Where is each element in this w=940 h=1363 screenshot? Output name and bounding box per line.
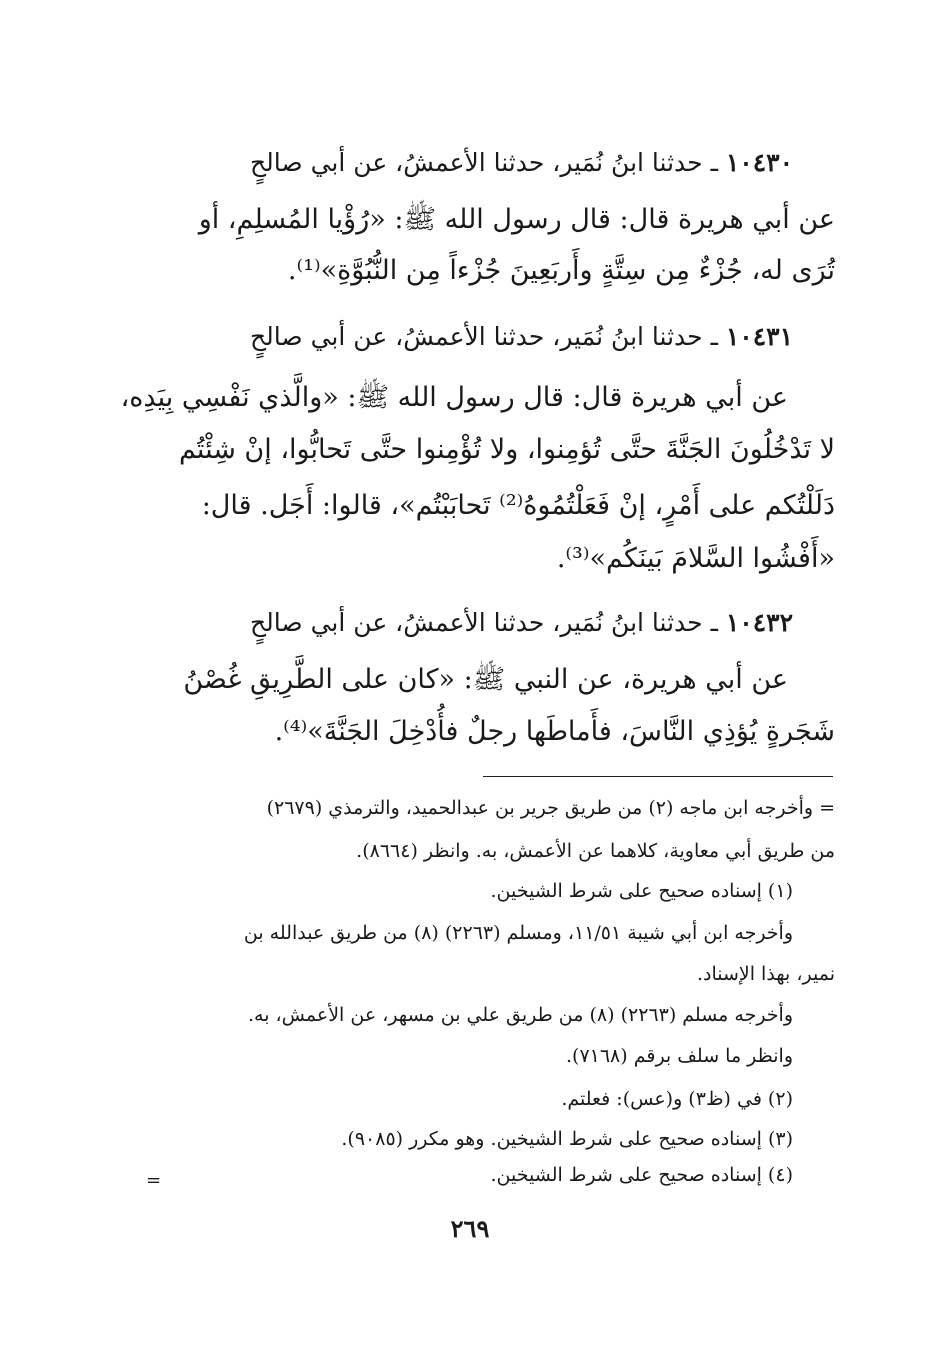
footnote-line: نمير، بهذا الإسناد. [696, 963, 835, 985]
hadith-text-line: عن أبي هريرة قال: قال رسول الله ﷺ: «والَّذي نَفْسِي بِيَدِه، [120, 382, 788, 413]
footnote-4: (٤) إسناده صحيح على شرط الشيخين. [490, 1164, 793, 1186]
continuation-mark: = [146, 1170, 162, 1191]
hadith-text-line: شَجَرةٍ يُؤذِي النَّاسَ، فأَماطَها رجلٌ فأُدْخِلَ الجَنَّةَ»⁽⁴⁾. [274, 716, 835, 747]
hadith-text-line: عن أبي هريرة قال: قال رسول الله ﷺ: «رُؤْيا المُسلِمِ، أو [198, 204, 835, 235]
hadith-number: ١٠٤٣١ [725, 322, 793, 351]
hadith-heading [250, 148, 793, 177]
hadith-number: ١٠٤٣٢ [725, 608, 793, 637]
footnote-line [267, 797, 835, 819]
hadith-isnad: ـ حدثنا ابنُ نُمَير، حدثنا الأعمشُ، عن أبي صالحٍ [250, 322, 718, 351]
footnote-line: وأخرجه ابن أبي شيبة ١١/٥١، ومسلم (٢٢٦٣) (٨) من طريق عبدالله بن [243, 922, 793, 944]
hadith-isnad: ـ حدثنا ابنُ نُمَير، حدثنا الأعمشُ، عن أبي صالحٍ [250, 608, 718, 637]
page-number: ٢٦٩ [450, 1214, 490, 1243]
footnote-separator [483, 776, 833, 777]
hadith-heading [250, 322, 793, 351]
hadith-text-line: دَلَلْتُكم على أَمْرٍ، إنْ فَعَلْتُمُوهُ⁽²⁾ تَحابَبْتُم»، قالوا: أَجَل. قال: [201, 490, 835, 521]
hadith-text-line: لا تَدْخُلُونَ الجَنَّةَ حتَّى تُؤمِنوا، ولا تُؤْمِنوا حتَّى تَحابُّوا، إنْ شِئْتُم [178, 434, 835, 465]
hadith-isnad: ـ حدثنا ابنُ نُمَير، حدثنا الأعمشُ، عن أبي صالحٍ [250, 148, 718, 177]
hadith-text-line: تُرَى له، جُزْءٌ مِن سِتَّةٍ وأَربَعِينَ جُزْءاً مِن النُّبُوَّةِ»⁽¹⁾. [287, 255, 835, 286]
footnote-1: (١) إسناده صحيح على شرط الشيخين. [490, 880, 793, 902]
footnote-line: من طريق أبي معاوية، كلاهما عن الأعمش، به. وانظر (٨٦٦٤). [356, 840, 835, 862]
hadith-number: ١٠٤٣٠ [725, 148, 793, 177]
footnote-line: وأخرجه مسلم (٢٢٦٣) (٨) من طريق علي بن مسهر، عن الأعمش، به. [247, 1004, 793, 1026]
hadith-heading [250, 608, 793, 637]
footnote-3: (٣) إسناده صحيح على شرط الشيخين. وهو مكرر (٩٠٨٥). [341, 1128, 793, 1150]
hadith-text-line: عن أبي هريرة، عن النبي ﷺ: «كان على الطَّرِيقِ غُصْنُ [183, 664, 788, 695]
footnote-line: وانظر ما سلف برقم (٧١٦٨). [565, 1045, 793, 1067]
footnote-text: وأخرجه ابن ماجه (٢) من طريق جرير بن عبدالحميد، والترمذي (٢٦٧٩) [266, 797, 814, 819]
footnote-2: (٢) في (ظ٣) و(عس): فعلتم. [561, 1088, 793, 1110]
continuation-mark: = [819, 797, 835, 819]
hadith-text-line: «أَفْشُوا السَّلامَ بَينَكُم»⁽³⁾. [556, 543, 835, 574]
